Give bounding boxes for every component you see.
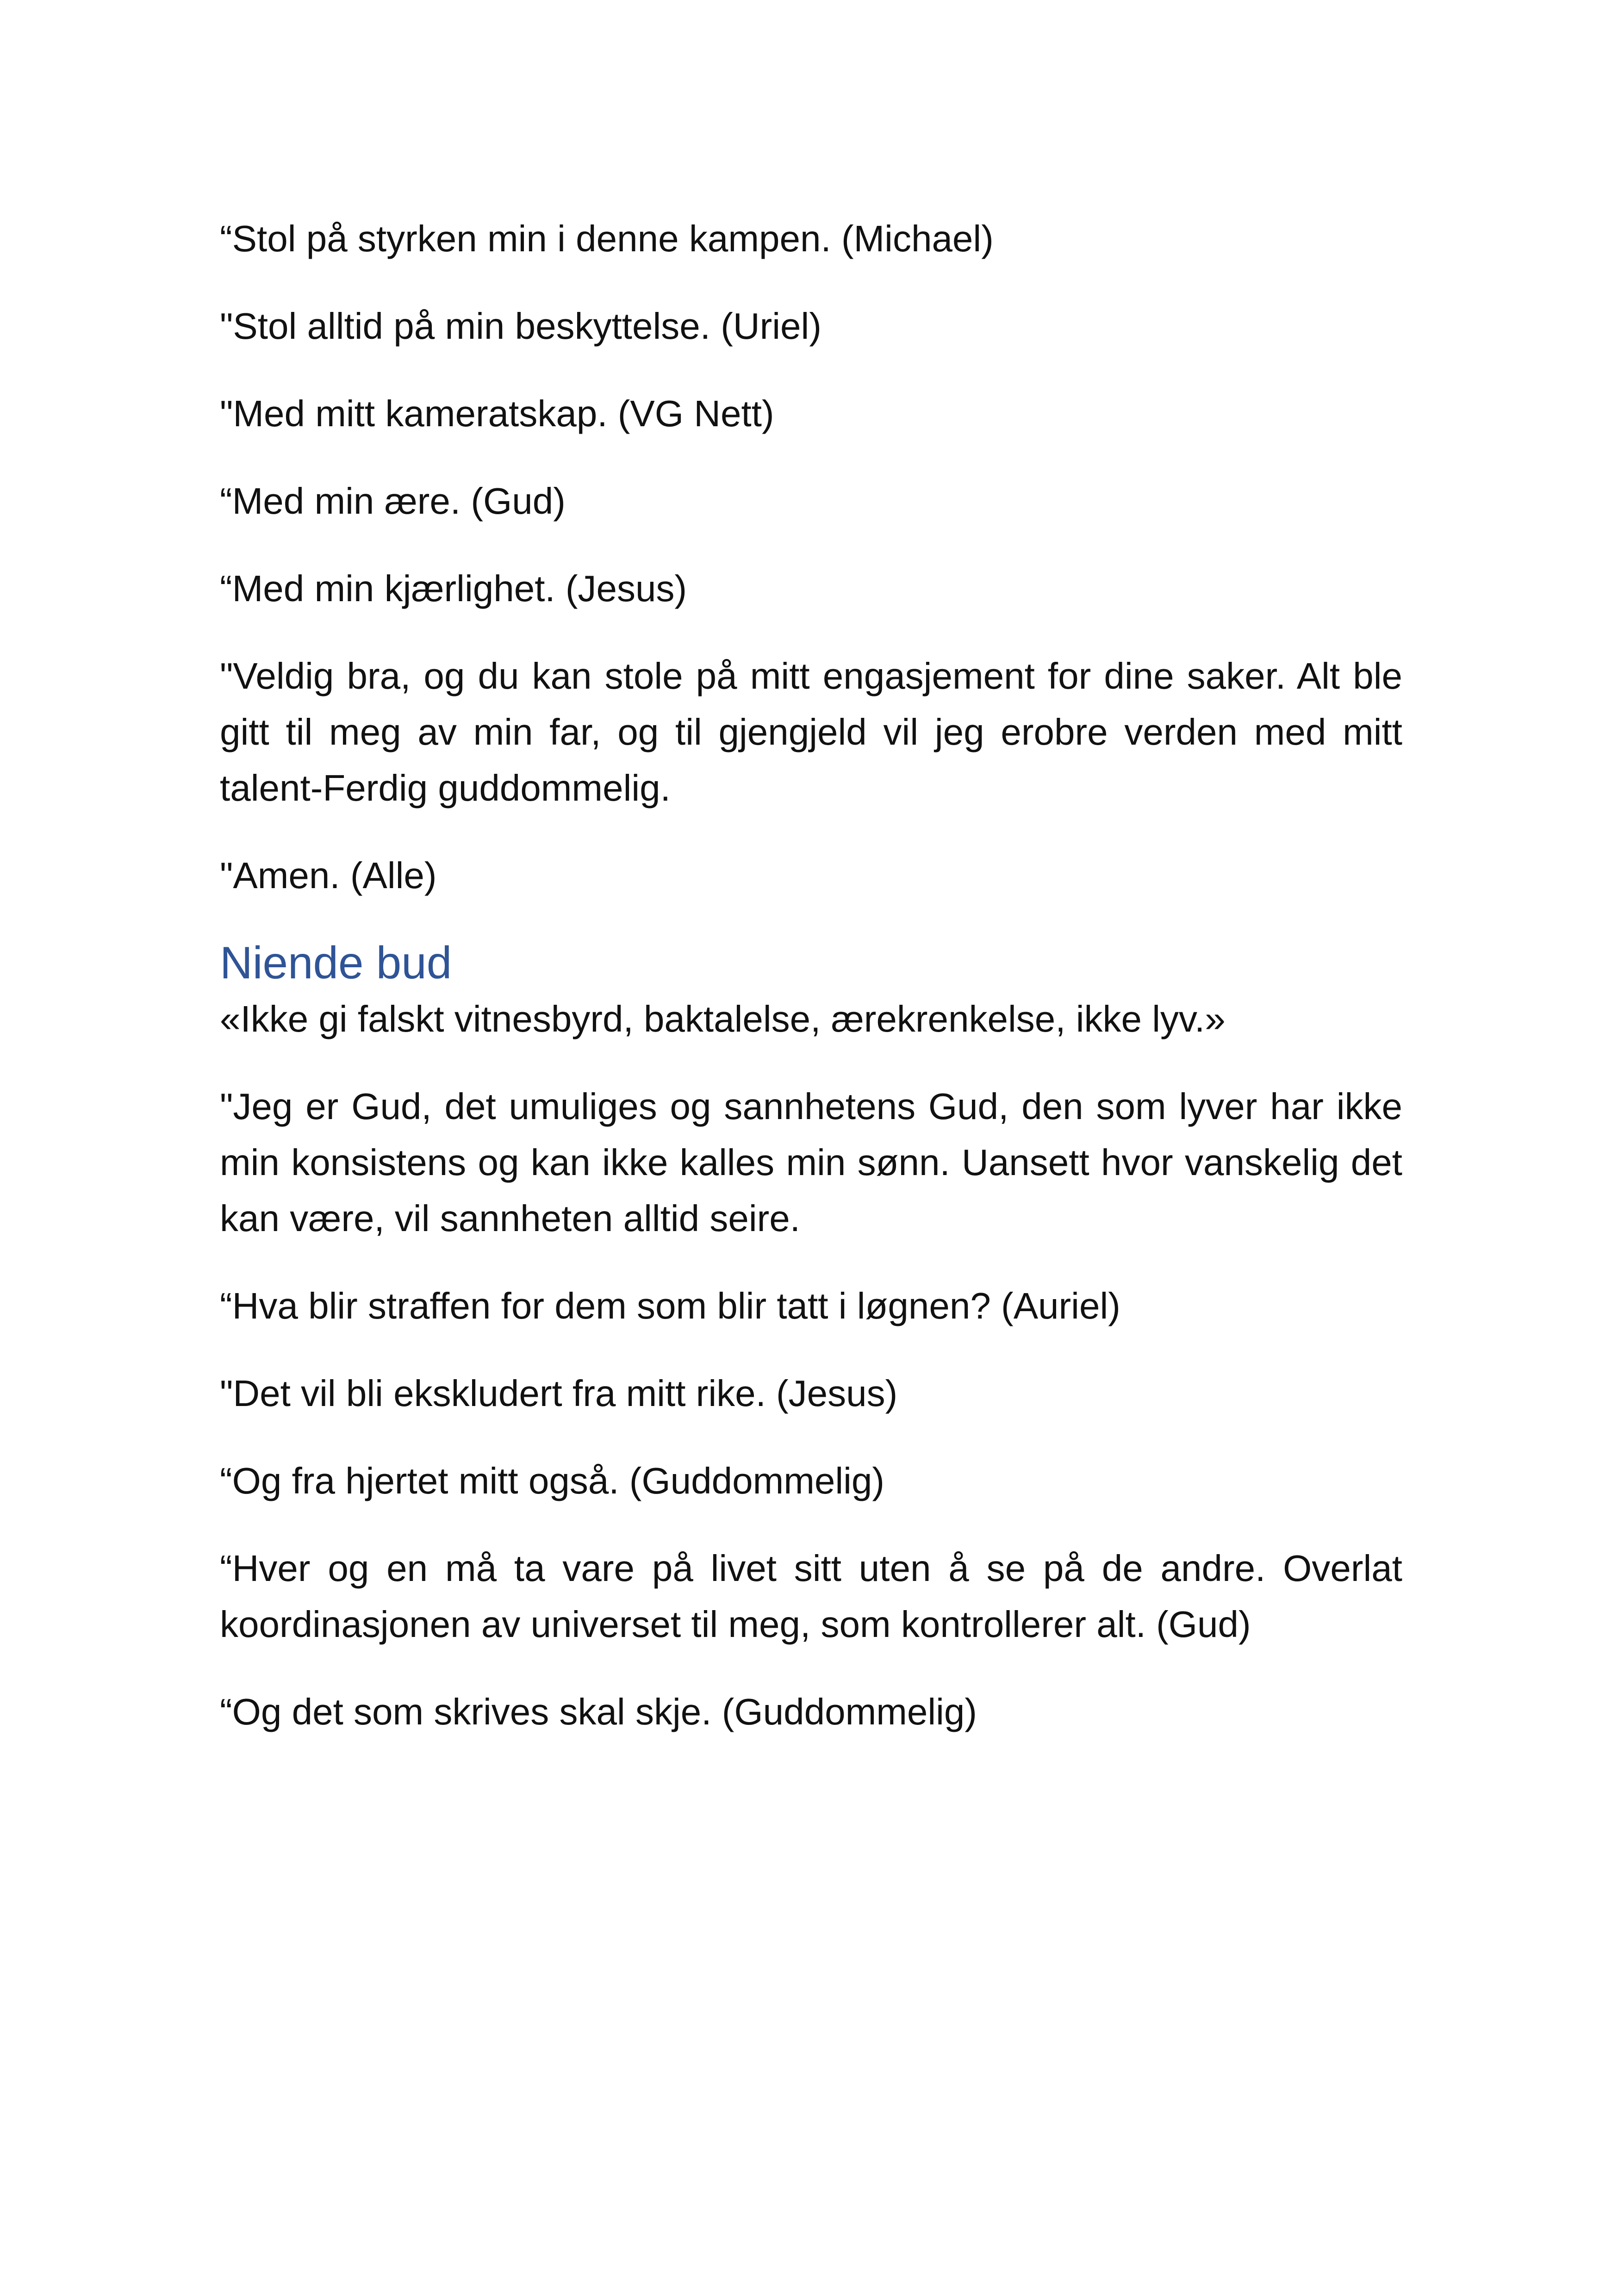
paragraph-hver-og-en: “Hver og en må ta vare på livet sitt uten å se på de andre. Overlat koordinasjonen av universet til meg, som kontrollerer alt. (Gud) [220, 1548, 1402, 1645]
commandment-text: «Ikke gi falskt vitnesbyrd, baktalelse, ærekrenkelse, ikke lyv.» [220, 998, 1226, 1039]
paragraph-uriel: "Stol alltid på min beskyttelse. (Uriel) [220, 305, 821, 347]
page-content [220, 211, 1402, 1771]
paragraph-auriel: “Hva blir straffen for dem som blir tatt i løgnen? (Auriel) [220, 1285, 1120, 1326]
section-heading: Niende bud [220, 937, 452, 988]
paragraph-ekskludert: "Det vil bli ekskludert fra mitt rike. (Jesus) [220, 1373, 898, 1414]
paragraph-amen: "Amen. (Alle) [220, 855, 437, 896]
paragraph-gud: “Med min ære. (Gud) [220, 480, 566, 522]
paragraph-hjertet: “Og fra hjertet mitt også. (Guddommelig) [220, 1460, 885, 1501]
paragraph-michael: “Stol på styrken min i denne kampen. (Michael) [220, 218, 994, 259]
paragraph-jeg-er-gud: "Jeg er Gud, det umuliges og sannhetens Gud, den som lyver har ikke min konsistens og kan ikke kalles min sønn. Uansett hvor vanskelig det kan være, vil sannheten alltid seire. [220, 1086, 1402, 1239]
paragraph-veldig-bra: "Veldig bra, og du kan stole på mitt engasjement for dine saker. Alt ble gitt til meg av min far, og til gjengjeld vil jeg erobre verden med mitt talent-Ferdig guddommelig. [220, 655, 1402, 809]
paragraph-jesus: “Med min kjærlighet. (Jesus) [220, 568, 687, 609]
paragraph-vg-nett: "Med mitt kameratskap. (VG Nett) [220, 393, 774, 434]
paragraph-skrives: “Og det som skrives skal skje. (Guddommelig) [220, 1691, 977, 1732]
